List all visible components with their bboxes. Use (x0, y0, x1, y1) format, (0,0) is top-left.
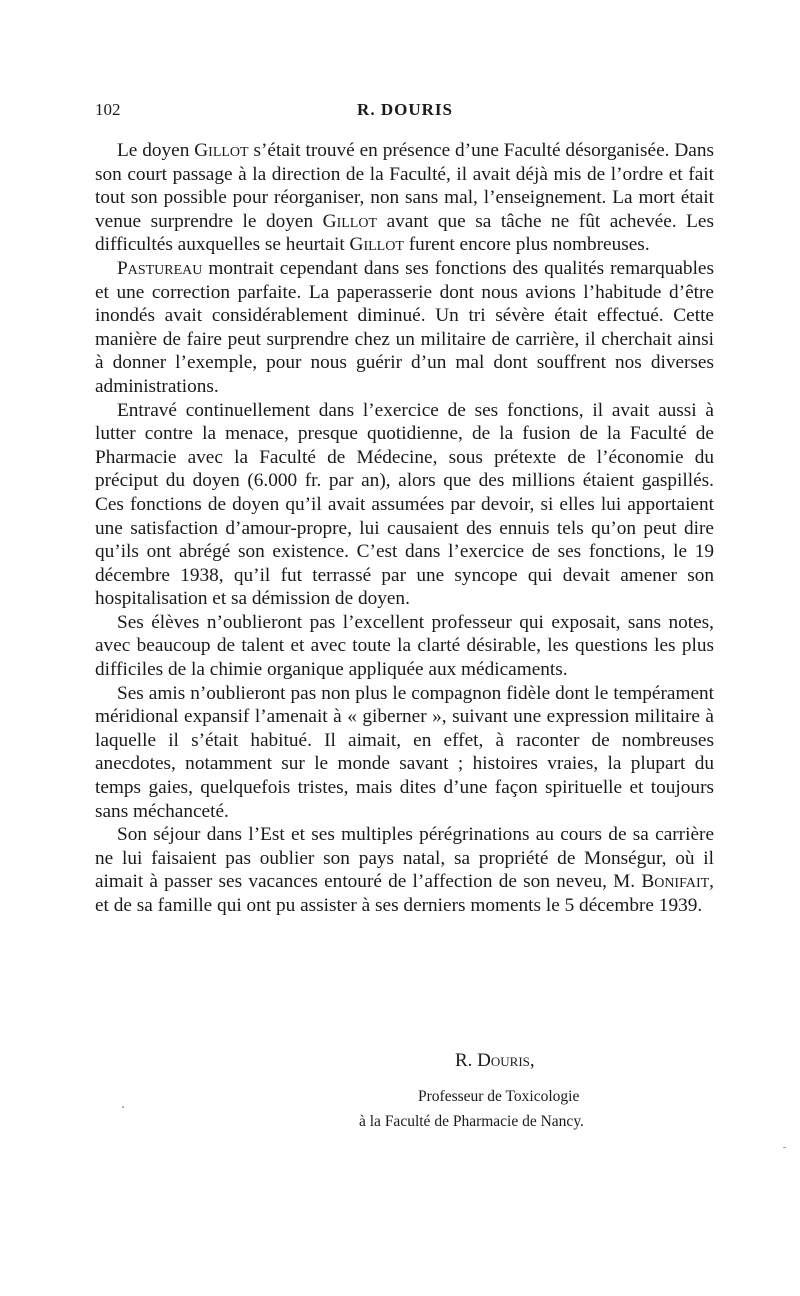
paragraph-text: Son séjour dans l’Est et ses multiples pérégrinations au cours de sa carrière ne lui faisaient pas oublier son pays natal, sa propriété de Monségur, où il aimait à passer ses vacances entouré de l’affection de son neveu, M. (95, 824, 714, 893)
scan-speck (122, 1106, 124, 1108)
body-paragraph (95, 823, 714, 917)
body-paragraph (95, 682, 714, 824)
paragraph-text: Le doyen (117, 140, 195, 161)
page-number: 102 (95, 100, 121, 119)
paragraph-text: Ses amis n’oublieront pas non plus le compagnon fidèle dont le tempérament méridional expansif l’amenait à « giberner », suivant une expression militaire à laquelle il s’était habitué. Il aimait, en effet, à raconter de nombreuses anecdotes, notamment sur le monde savant ; histoires vraies, la plupart du temps gaies, quelquefois tristes, mais dites d’une façon spirituelle et toujours sans méchanceté. (95, 682, 714, 822)
body-paragraph (95, 257, 714, 399)
person-name: Gillot (349, 234, 404, 256)
paragraph-text: s’était trouvé en présence d’une Faculté désorganisée. Dans son court passage à la direction de la Faculté, il avait déjà mis de l’ordre et fait tout son possible pour réorganiser, non sans mal, l’enseignement. La mort était venue surprendre le doyen (95, 140, 714, 232)
paragraph-text: Ses élèves n’oublieront pas l’excellent professeur qui exposait, sans notes, avec beaucoup de talent et avec toute la clarté désirable, les questions les plus difficiles de la chimie organique appliquée aux médicaments. (95, 611, 714, 681)
paragraph-text: furent encore plus nombreuses. (403, 234, 650, 256)
article-body (95, 139, 714, 918)
paragraph-text: montrait cependant dans ses fonctions des qualités remarquables et une correction parfaite. La paperasserie dont nous avions l’habitude d’être inondés avait considérablement diminué. Un tri sévère était effectué. Cette manière de faire peut surprendre chez un militaire de carrière, il cherchait ainsi à donner l’exemple, pour nous guérir d’un mal dont souffrent nos diverses administrations. (95, 257, 714, 397)
paragraph-text: avant que sa tâche ne fût achevée. Les difficultés auxquelles se heurtait (95, 210, 714, 256)
person-name: Pastureau (117, 257, 203, 279)
running-head: R. DOURIS (357, 100, 453, 119)
person-name: Gillot (194, 140, 249, 161)
author-signature: R. Douris, (455, 1050, 535, 1071)
body-paragraph (95, 611, 714, 682)
author-affiliation: à la Faculté de Pharmacie de Nancy. (359, 1113, 584, 1130)
page-header (95, 100, 715, 130)
paragraph-text: , et de sa famille qui ont pu assister à ses derniers moments le 5 décembre 1939. (95, 871, 714, 916)
scan-speck (783, 1147, 786, 1148)
person-name: Bonifait (641, 871, 710, 893)
author-title: Professeur de Toxicologie (418, 1088, 580, 1105)
person-name: Gillot (322, 210, 378, 232)
body-paragraph (95, 139, 714, 257)
paragraph-text: Entravé continuellement dans l’exercice de ses fonctions, il avait aussi à lutter contre la menace, presque quotidienne, de la fusion de la Faculté de Pharmacie avec la Faculté de Médecine, sous prétexte de l’économie du préciput du doyen (6.000 fr. par an), alors que des millions étaient gaspillés. Ces fonctions de doyen qu’il avait assumées par devoir, si elles lui apportaient une satisfaction d’amour-propre, lui causaient des ennuis tels qu’on peut dire qu’ils ont abrégé son existence. C’est dans l’exercice de ses fonctions, le 19 décembre 1938, qu’il fut terrassé par une syncope qui devait amener son hospitalisation et sa démission de doyen. (95, 399, 714, 610)
body-paragraph (95, 399, 714, 611)
